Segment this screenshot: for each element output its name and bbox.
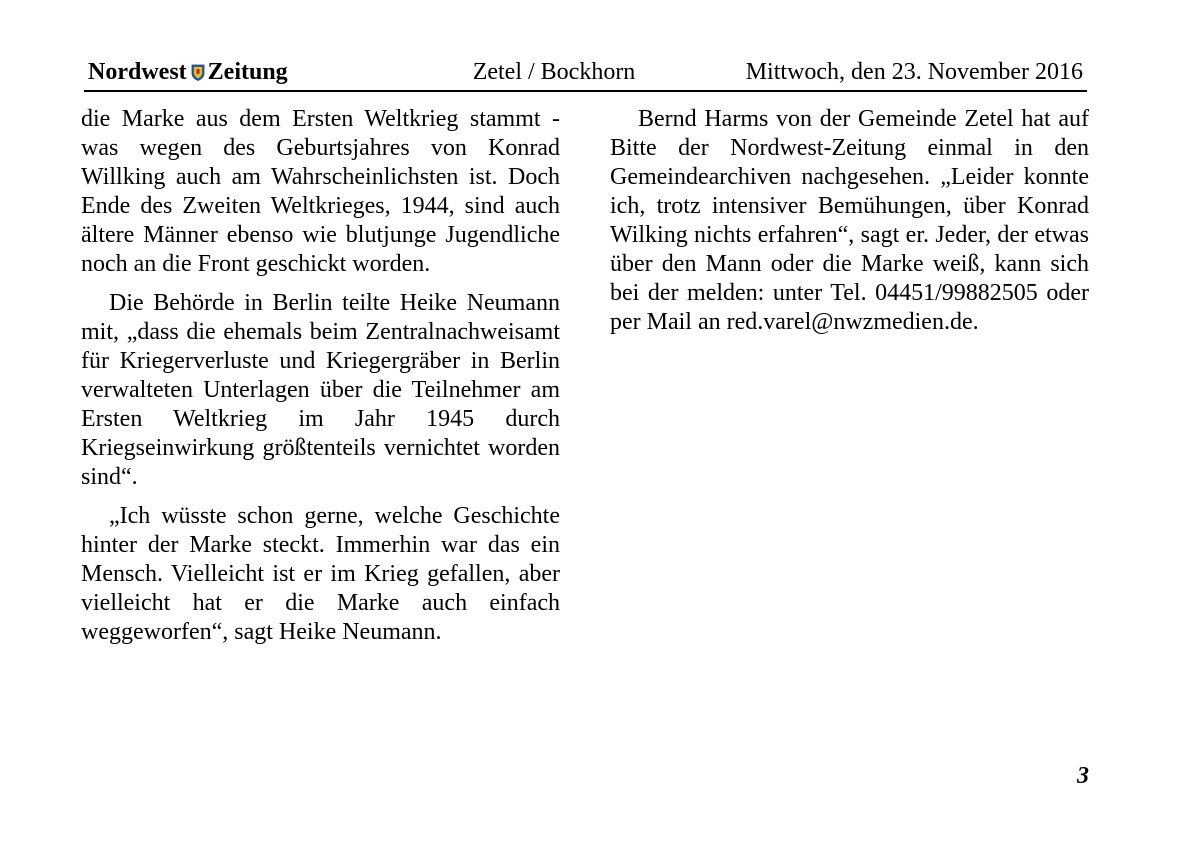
left-paragraph-1: die Marke aus dem Ersten Weltkrieg stammt - was wegen des Geburtsjahres von Konrad Willking auch am Wahrscheinlichsten ist. Doch Ende des Zweiten Weltkrieges, 1944, sind auch ältere Männer ebenso wie blutjunge Jugendliche noch an die Front geschickt worden. bbox=[81, 106, 560, 277]
left-column bbox=[81, 105, 560, 657]
brand-name-part2: Zeitung bbox=[207, 59, 288, 85]
newspaper-brand bbox=[88, 58, 288, 86]
coat-of-arms-icon bbox=[191, 60, 205, 77]
section-name: Zetel / Bockhorn bbox=[472, 59, 636, 85]
left-paragraph-3: „Ich wüsste schon gerne, welche Geschichte hinter der Marke steckt. Immerhin war das ein Mensch. Vielleicht ist er im Krieg gefallen, aber vielleicht hat er die Marke auch einfach weggeworfen“, sagt Heike Neumann. bbox=[81, 503, 560, 645]
right-paragraph-1: Bernd Harms von der Gemeinde Zetel hat auf Bitte der Nordwest-Zeitung einmal in den Gemeindearchiven nachgesehen. „Leider konnte ich, trotz intensiver Bemühungen, über Konrad Wilking nichts erfahren“, sagt er. Jeder, der etwas über den Mann oder die Marke weiß, kann sich bei der melden: unter Tel. 04451/99882505 oder per Mail an red.varel@nwzmedien.de. bbox=[610, 106, 1089, 335]
brand-name-part1: Nordwest bbox=[88, 59, 187, 85]
page-header bbox=[84, 56, 1087, 92]
page-number: 3 bbox=[1077, 763, 1089, 789]
right-column bbox=[610, 105, 1089, 347]
left-paragraph-2: Die Behörde in Berlin teilte Heike Neumann mit, „dass die ehemals beim Zentralnachweisamt für Kriegerverluste und Kriegergräber in Berlin verwalteten Unterlagen über die Teilnehmer am Ersten Weltkrieg im Jahr 1945 durch Kriegseinwirkung größtenteils vernichtet worden sind“. bbox=[81, 290, 560, 490]
issue-date: Mittwoch, den 23. November 2016 bbox=[745, 59, 1083, 85]
